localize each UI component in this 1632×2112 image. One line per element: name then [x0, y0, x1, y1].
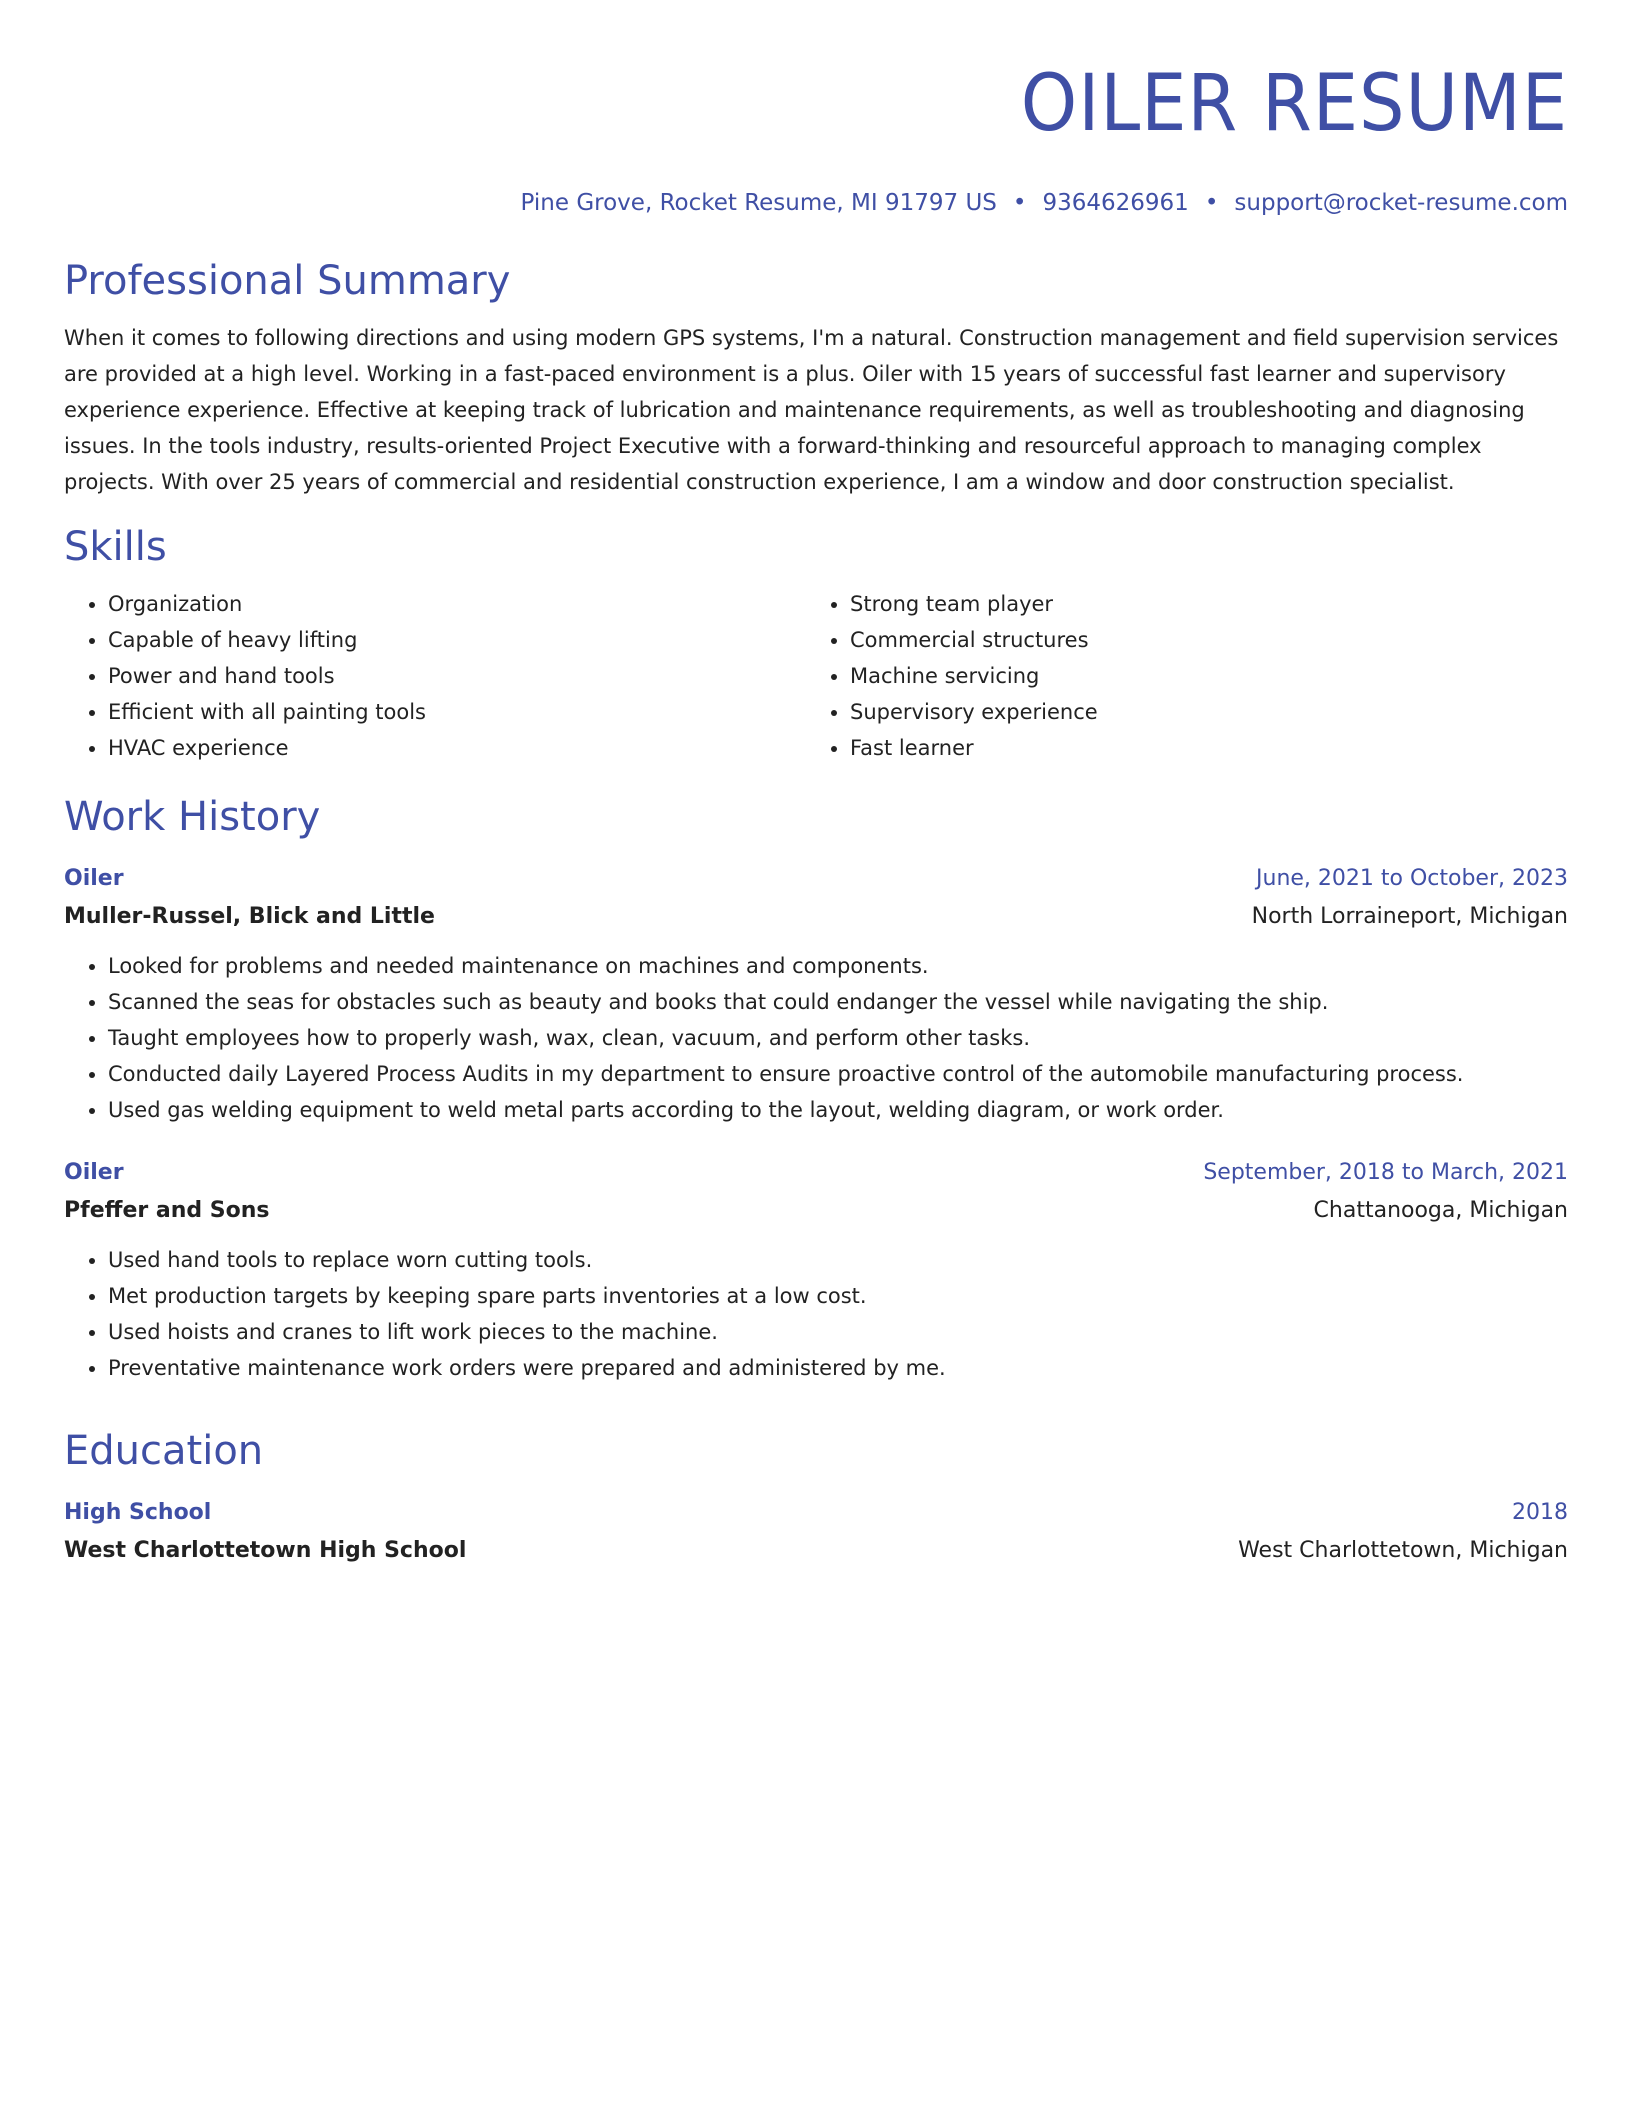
contact-address: Pine Grove, Rocket Resume, MI 91797 US [520, 190, 997, 216]
job-company-row [64, 898, 1568, 936]
education-entry [64, 1494, 1568, 1570]
education-year: 2018 [1512, 1500, 1568, 1525]
job-duties [64, 948, 1568, 1128]
job-dates: September, 2018 to March, 2021 [1203, 1160, 1568, 1185]
duty-item: • Taught employees how to properly wash, wax, clean, vacuum, and perform other tasks. [108, 1020, 1568, 1056]
duty-item: • Used gas welding equipment to weld metal parts according to the layout, welding diagram, or work order. [108, 1092, 1568, 1128]
summary-paragraph: When it comes to following directions and using modern GPS systems, I'm a natural. Construction management and field supervision services are provided at a high level. Working in a fast-paced environment is a plus. Oiler with 15 years of successful fast learner and supervisory experience experience. Effective at keeping track of lubrication and maintenance requirements, as well as troubleshooting and diagnosing issues. In the tools industry, results-oriented Project Executive with a forward-thinking and resourceful approach to managing complex projects. With over 25 years of commercial and residential construction experience, I am a window and door construction specialist. [64, 326, 1559, 494]
job-title-row [64, 1154, 1568, 1192]
job-entry [64, 1154, 1568, 1386]
duty-item: • Scanned the seas for obstacles such as beauty and books that could endanger the vessel while navigating the ship. [108, 984, 1568, 1020]
skill-item: • Commercial structures [850, 622, 1548, 658]
company-name: Pfeffer and Sons [64, 1198, 270, 1223]
contact-separator: • [1012, 190, 1027, 216]
job-company-row [64, 1192, 1568, 1230]
skills-column-left [64, 586, 806, 766]
duty-item: • Preventative maintenance work orders were prepared and administered by me. [108, 1350, 1568, 1386]
skill-item: • Power and hand tools [108, 658, 806, 694]
company-name: Muller-Russel, Blick and Little [64, 904, 435, 929]
skill-item: • Strong team player [850, 586, 1548, 622]
skills-section [64, 520, 1568, 766]
job-location: North Lorraineport, Michigan [1251, 904, 1568, 929]
work-history-heading: Work History [64, 794, 321, 840]
summary-section [64, 254, 1568, 500]
school-location: West Charlottetown, Michigan [1238, 1538, 1568, 1563]
skill-item: • Organization [108, 586, 806, 622]
education-section [64, 1424, 1568, 1570]
skills-grid [64, 586, 1568, 766]
job-location: Chattanooga, Michigan [1313, 1198, 1568, 1223]
job-title-row [64, 860, 1568, 898]
skill-item: • Machine servicing [850, 658, 1548, 694]
skill-item: • Supervisory experience [850, 694, 1548, 730]
duty-item: • Used hand tools to replace worn cutting tools. [108, 1242, 1568, 1278]
duty-item: • Looked for problems and needed maintenance on machines and components. [108, 948, 1568, 984]
duty-item: • Used hoists and cranes to lift work pieces to the machine. [108, 1314, 1568, 1350]
skill-item: • Capable of heavy lifting [108, 622, 806, 658]
contact-line [64, 186, 1568, 220]
skill-item: • Fast learner [850, 730, 1548, 766]
skills-column-right [806, 586, 1548, 766]
duty-item: • Conducted daily Layered Process Audits in my department to ensure proactive control of the automobile manufacturing process. [108, 1056, 1568, 1092]
resume-header [64, 44, 1568, 220]
school-name: West Charlottetown High School [64, 1538, 467, 1563]
job-title: Oiler [64, 866, 124, 891]
summary-heading: Professional Summary [64, 258, 511, 304]
work-history-section [64, 790, 1568, 1386]
job-title: Oiler [64, 1160, 124, 1185]
candidate-name: OILER RESUME [1020, 59, 1568, 149]
education-school-row [64, 1532, 1568, 1570]
education-heading: Education [64, 1428, 264, 1474]
education-degree: High School [64, 1500, 212, 1525]
job-dates: June, 2021 to October, 2023 [1256, 866, 1568, 891]
job-duties [64, 1242, 1568, 1386]
contact-separator: • [1204, 190, 1219, 216]
contact-phone: 9364626961 [1042, 190, 1189, 216]
education-degree-row [64, 1494, 1568, 1532]
job-entry [64, 860, 1568, 1128]
contact-email: support@rocket-resume.com [1234, 190, 1568, 216]
skills-heading: Skills [64, 524, 167, 570]
skill-item: • HVAC experience [108, 730, 806, 766]
skill-item: • Efficient with all painting tools [108, 694, 806, 730]
duty-item: • Met production targets by keeping spare parts inventories at a low cost. [108, 1278, 1568, 1314]
